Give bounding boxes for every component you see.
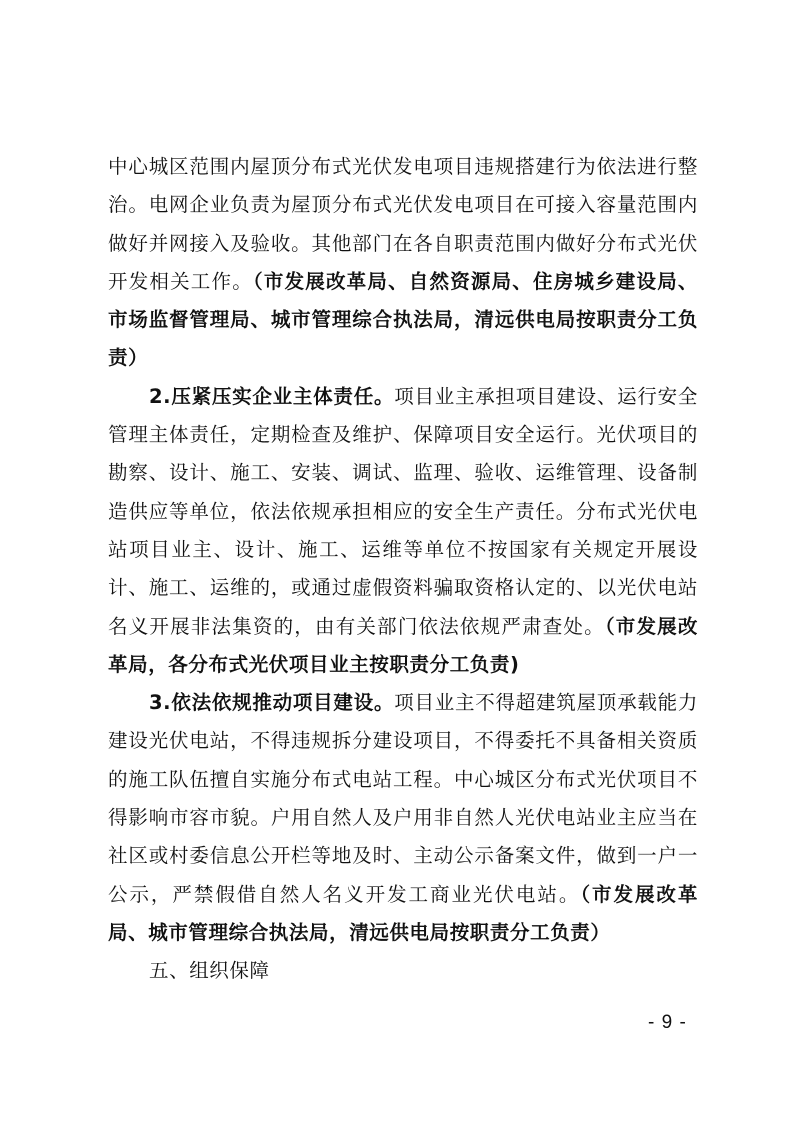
paragraph-3-text: 项目业主不得超建筑屋顶承载能力建设光伏电站，不得违规拆分建设项目，不得委托不具备相关资质的施工队伍擅自实施分布式电站工程。中心城区分布式光伏项目不得影响市容市貌。户用自然人及户用非自然人光伏电站业主应当在社区或村委信息公开栏等地及时、主动公示备案文件，做到一户一公示，严禁假借自然人名义开发工商业光伏电站。 xyxy=(108,691,698,906)
paragraph-3-heading: 3.依法依规推动项目建设。 xyxy=(149,691,395,715)
paragraph-1 xyxy=(108,148,698,378)
document-body xyxy=(108,148,698,991)
paragraph-2-responsibility: （市发展改革局，各分布式光伏项目业主按职责分工负责) xyxy=(108,614,698,676)
paragraph-2 xyxy=(108,378,698,684)
paragraph-3 xyxy=(108,684,698,952)
page-number: - 9 - xyxy=(648,1012,687,1033)
section-heading-text: 五、组织保障 xyxy=(149,959,270,983)
paragraph-2-text: 项目业主承担项目建设、运行安全管理主体责任，定期检查及维护、保障项目安全运行。光伏项目的勘察、设计、施工、安装、调试、监理、验收、运维管理、设备制造供应等单位，依法依规承担相应的安全生产责任。分布式光伏电站项目业主、设计、施工、运维等单位不按国家有关规定开展设计、施工、运维的，或通过虚假资料骗取资格认定的、以光伏电站名义开展非法集资的，由有关部门依法依规严肃查处。 xyxy=(108,384,698,638)
section-heading-organization xyxy=(108,952,698,990)
paragraph-1-responsibility: （市发展改革局、自然资源局、住房城乡建设局、市场监督管理局、城市管理综合执法局，清远供电局按职责分工负责） xyxy=(108,269,699,370)
paragraph-1-text: 中心城区范围内屋顶分布式光伏发电项目违规搭建行为依法进行整治。电网企业负责为屋顶分布式光伏发电项目在可接入容量范围内做好并网接入及验收。其他部门在各自职责范围内做好分布式光伏开发相关工作。 xyxy=(108,155,698,293)
paragraph-3-responsibility: （市发展改革局、城市管理综合执法局，清远供电局按职责分工负责） xyxy=(108,882,699,944)
paragraph-2-heading: 2.压紧压实企业主体责任。 xyxy=(149,384,395,408)
